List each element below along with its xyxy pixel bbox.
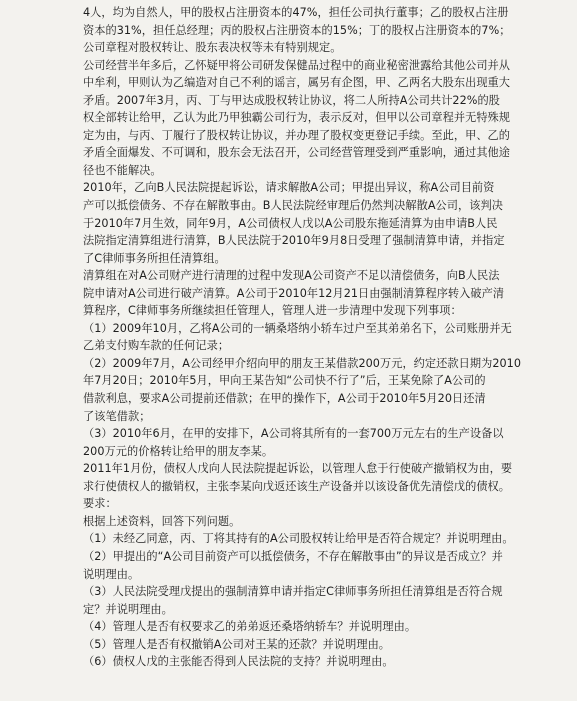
text-line: 年7月20日；2010年5月，甲向王某告知“公司快不行了”后，王某免除了A公司的 [83,374,486,388]
text-line: 法院指定清算组进行清算，B人民法院于2010年9月8日受理了强制清算申请，并指定 [83,234,505,248]
text-line: 院申请对A公司进行破产清算。A公司于2010年12月21日由强制清算程序转入破产清 [83,286,505,300]
text-line: 矛盾。2007年3月，丙、丁与甲达成股权转让协议，将二人所持A公司共计22%的股 [83,93,500,107]
text-line: 借款利息，要求A公司提前还借款；在甲的操作下，A公司于2010年5月20日还清 [83,392,486,406]
text-line: 中牟利，甲则认为乙编造对自己不利的谣言，属另有企图，甲、乙两名大股东出现重大 [83,76,511,90]
text-line: 算程序，C律师事务所继续担任管理人，管理人进一步清理中发现下列事项： [83,304,462,318]
text-line: 乙弟支付购车款的任何记录； [83,339,230,353]
text-line: 产可以抵偿债务、不存在解散事由。B人民法院经审理后仍然判决解散A公司，该判决 [83,199,503,213]
text-line: 公司经营半年多后，乙怀疑甲将公司研发保健品过程中的商业秘密泄露给其他公司并从 [83,58,511,72]
text-line: 了C律师事务所担任清算组。 [83,251,226,265]
text-line: 定为由，与丙、丁履行了股权转让协议，并办理了股权变更登记手续。至此，甲、乙的 [83,128,511,142]
text-line: 资本的31%，担任总经理；丙的股权占注册资本的15%；丁的股权占注册资本的7%； [83,23,511,37]
question-line: 说明理由。 [83,567,140,581]
question-line: （6）债权人戊的主张能否得到人民法院的支持？并说明理由。 [83,655,394,669]
question-line: （2）甲提出的“A公司目前资产可以抵偿债务，不存在解散事由”的异议是否成立？并 [83,549,503,563]
text-line: （1）2009年10月，乙将A公司的一辆桑塔纳小轿车过户至其弟弟名下，公司账册并无 [83,321,512,335]
text-line: （3）2010年6月，在甲的安排下，A公司将其所有的一套700万元左右的生产设备以 [83,427,504,441]
question-line: （5）管理人是否有权撤销A公司对王某的还款？并说明理由。 [83,637,391,651]
text-line: 权全部转让给甲，乙认为此乃甲独霸公司行为，表示反对，但甲以公司章程并无特殊规 [83,111,511,125]
text-line: （2）2009年7月，A公司经甲介绍向甲的朋友王某借款200万元，约定还款日期为2010 [83,356,522,370]
text-line: 矛盾全面爆发、不可调和，股东会无法召开，公司经营管理受到严重影响，通过其他途 [83,146,511,160]
question-line: （3）人民法院受理戊提出的强制清算申请并指定C律师事务所担任清算组是否符合规 [83,585,503,599]
text-line: 清算组在对A公司财产进行清理的过程中发现A公司资产不足以清偿债务，向B人民法 [83,269,500,283]
question-line: （1）未经乙同意，丙、丁将其持有的A公司股权转让给甲是否符合规定？并说明理由。 [83,532,514,546]
text-line: 径也不能解决。 [83,163,162,177]
requirements-heading: 要求： [83,497,117,511]
text-line: 公司章程对股权转让、股东表决权等未有特别规定。 [83,41,342,55]
text-line: 根据上述资料，回答下列问题。 [83,514,241,528]
text-line: 2010年，乙向B人民法院提起诉讼，请求解散A公司；甲提出异议，称A公司目前资 [83,181,495,195]
text-line: 了该笔借款； [83,409,151,423]
text-line: 4人，均为自然人，甲的股权占注册资本的47%，担任公司执行董事；乙的股权占注册 [83,6,509,19]
text-line: 于2010年7月生效，同年9月，A公司债权人戊以A公司股东拖延清算为由申请B人民 [83,216,498,230]
question-line: （4）管理人是否有权要求乙的弟弟返还桑塔纳轿车？并说明理由。 [83,620,417,634]
case-text [83,4,563,671]
question-line: 定？并说明理由。 [83,602,173,616]
text-line: 求行使债权人的撤销权，主张李某向戊返还该生产设备并以该设备优先清偿戊的债权。 [83,479,511,493]
text-line: 2011年1月份，债权人戊向人民法院提起诉讼，以管理人怠于行使破产撤销权为由，要 [83,462,513,476]
text-line: 200万元的价格转让给甲的朋友李某。 [83,444,274,458]
